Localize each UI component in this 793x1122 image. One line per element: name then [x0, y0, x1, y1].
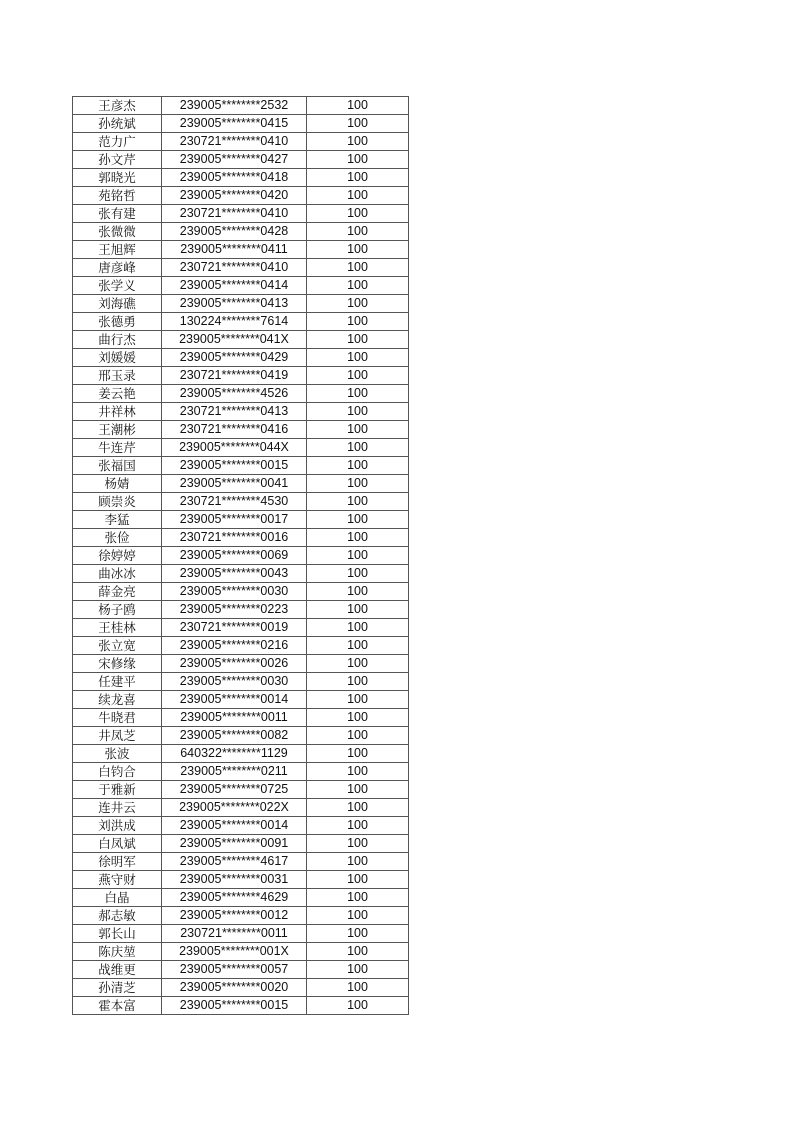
- id-number-cell: 239005********0043: [162, 565, 307, 583]
- name-cell: 曲行杰: [73, 331, 162, 349]
- score-cell: 100: [307, 97, 409, 115]
- table-row: [73, 403, 409, 421]
- id-number-cell: 239005********0011: [162, 709, 307, 727]
- name-cell: 邢玉录: [73, 367, 162, 385]
- name-cell: 曲冰冰: [73, 565, 162, 583]
- id-number-cell: 239005********0216: [162, 637, 307, 655]
- name-cell: 杨婧: [73, 475, 162, 493]
- name-cell: 苑铭哲: [73, 187, 162, 205]
- table-row: [73, 529, 409, 547]
- name-cell: 张立宽: [73, 637, 162, 655]
- score-cell: 100: [307, 817, 409, 835]
- score-cell: 100: [307, 187, 409, 205]
- name-cell: 张福国: [73, 457, 162, 475]
- id-number-cell: 239005********0082: [162, 727, 307, 745]
- score-cell: 100: [307, 385, 409, 403]
- table-row: [73, 169, 409, 187]
- score-cell: 100: [307, 313, 409, 331]
- name-cell: 杨子鸥: [73, 601, 162, 619]
- id-number-cell: 230721********4530: [162, 493, 307, 511]
- name-cell: 白凤斌: [73, 835, 162, 853]
- id-number-cell: 239005********0014: [162, 691, 307, 709]
- name-cell: 姜云艳: [73, 385, 162, 403]
- score-cell: 100: [307, 943, 409, 961]
- table-row: [73, 889, 409, 907]
- name-cell: 范力广: [73, 133, 162, 151]
- table-row: [73, 619, 409, 637]
- table-row: [73, 277, 409, 295]
- id-number-cell: 230721********0410: [162, 133, 307, 151]
- id-number-cell: 239005********0411: [162, 241, 307, 259]
- id-number-cell: 239005********0030: [162, 583, 307, 601]
- table-row: [73, 745, 409, 763]
- score-cell: 100: [307, 259, 409, 277]
- score-cell: 100: [307, 925, 409, 943]
- id-number-cell: 239005********0223: [162, 601, 307, 619]
- table-row: [73, 97, 409, 115]
- score-cell: 100: [307, 727, 409, 745]
- id-number-cell: 239005********0427: [162, 151, 307, 169]
- score-cell: 100: [307, 457, 409, 475]
- table-row: [73, 781, 409, 799]
- id-number-cell: 239005********0017: [162, 511, 307, 529]
- id-number-cell: 239005********0026: [162, 655, 307, 673]
- table-row: [73, 709, 409, 727]
- table-row: [73, 979, 409, 997]
- id-number-cell: 230721********0011: [162, 925, 307, 943]
- name-cell: 王桂林: [73, 619, 162, 637]
- score-cell: 100: [307, 835, 409, 853]
- name-cell: 顾崇炎: [73, 493, 162, 511]
- name-cell: 徐婷婷: [73, 547, 162, 565]
- score-cell: 100: [307, 673, 409, 691]
- score-cell: 100: [307, 907, 409, 925]
- table-row: [73, 511, 409, 529]
- table-row: [73, 133, 409, 151]
- name-cell: 郝志敏: [73, 907, 162, 925]
- table-row: [73, 583, 409, 601]
- name-cell: 井凤芝: [73, 727, 162, 745]
- score-cell: 100: [307, 403, 409, 421]
- score-cell: 100: [307, 889, 409, 907]
- score-cell: 100: [307, 637, 409, 655]
- name-cell: 陈庆堃: [73, 943, 162, 961]
- table-row: [73, 547, 409, 565]
- table-row: [73, 421, 409, 439]
- score-cell: 100: [307, 205, 409, 223]
- score-cell: 100: [307, 619, 409, 637]
- score-cell: 100: [307, 241, 409, 259]
- id-number-cell: 239005********001X: [162, 943, 307, 961]
- table-row: [73, 565, 409, 583]
- table-row: [73, 817, 409, 835]
- table-row: [73, 799, 409, 817]
- table-row: [73, 763, 409, 781]
- table-row: [73, 223, 409, 241]
- score-cell: 100: [307, 547, 409, 565]
- name-cell: 任建平: [73, 673, 162, 691]
- table-row: [73, 943, 409, 961]
- name-cell: 薛金亮: [73, 583, 162, 601]
- name-cell: 张德勇: [73, 313, 162, 331]
- score-cell: 100: [307, 511, 409, 529]
- table-row: [73, 871, 409, 889]
- name-cell: 宋修缘: [73, 655, 162, 673]
- table-row: [73, 259, 409, 277]
- score-cell: 100: [307, 475, 409, 493]
- id-number-cell: 239005********0020: [162, 979, 307, 997]
- name-cell: 战维更: [73, 961, 162, 979]
- table-row: [73, 241, 409, 259]
- score-cell: 100: [307, 709, 409, 727]
- name-cell: 刘媛媛: [73, 349, 162, 367]
- name-cell: 王彦杰: [73, 97, 162, 115]
- table-row: [73, 331, 409, 349]
- id-number-cell: 239005********0415: [162, 115, 307, 133]
- roster-table: [72, 96, 409, 1015]
- name-cell: 井祥林: [73, 403, 162, 421]
- name-cell: 王旭辉: [73, 241, 162, 259]
- score-cell: 100: [307, 529, 409, 547]
- name-cell: 刘海礁: [73, 295, 162, 313]
- score-cell: 100: [307, 961, 409, 979]
- score-cell: 100: [307, 151, 409, 169]
- table-row: [73, 295, 409, 313]
- table-row: [73, 961, 409, 979]
- id-number-cell: 239005********0420: [162, 187, 307, 205]
- score-cell: 100: [307, 493, 409, 511]
- id-number-cell: 239005********0413: [162, 295, 307, 313]
- name-cell: 刘洪成: [73, 817, 162, 835]
- id-number-cell: 239005********4526: [162, 385, 307, 403]
- score-cell: 100: [307, 871, 409, 889]
- name-cell: 于雅新: [73, 781, 162, 799]
- table-row: [73, 727, 409, 745]
- id-number-cell: 239005********0015: [162, 997, 307, 1015]
- roster-body: [73, 97, 409, 1015]
- name-cell: 李猛: [73, 511, 162, 529]
- table-row: [73, 349, 409, 367]
- table-row: [73, 385, 409, 403]
- score-cell: 100: [307, 133, 409, 151]
- id-number-cell: 239005********022X: [162, 799, 307, 817]
- id-number-cell: 239005********0057: [162, 961, 307, 979]
- table-row: [73, 205, 409, 223]
- id-number-cell: 239005********0015: [162, 457, 307, 475]
- score-cell: 100: [307, 691, 409, 709]
- id-number-cell: 239005********0041: [162, 475, 307, 493]
- id-number-cell: 239005********0418: [162, 169, 307, 187]
- table-row: [73, 457, 409, 475]
- name-cell: 张俭: [73, 529, 162, 547]
- id-number-cell: 230721********0410: [162, 259, 307, 277]
- id-number-cell: 239005********0725: [162, 781, 307, 799]
- name-cell: 唐彦峰: [73, 259, 162, 277]
- table-row: [73, 655, 409, 673]
- name-cell: 孙文芹: [73, 151, 162, 169]
- name-cell: 白晶: [73, 889, 162, 907]
- id-number-cell: 130224********7614: [162, 313, 307, 331]
- table-row: [73, 151, 409, 169]
- table-row: [73, 997, 409, 1015]
- score-cell: 100: [307, 655, 409, 673]
- score-cell: 100: [307, 583, 409, 601]
- table-row: [73, 187, 409, 205]
- name-cell: 孙清芝: [73, 979, 162, 997]
- name-cell: 续龙喜: [73, 691, 162, 709]
- table-row: [73, 673, 409, 691]
- score-cell: 100: [307, 565, 409, 583]
- score-cell: 100: [307, 979, 409, 997]
- name-cell: 牛连芹: [73, 439, 162, 457]
- name-cell: 郭晓光: [73, 169, 162, 187]
- name-cell: 张有建: [73, 205, 162, 223]
- score-cell: 100: [307, 763, 409, 781]
- score-cell: 100: [307, 745, 409, 763]
- name-cell: 张波: [73, 745, 162, 763]
- name-cell: 连井云: [73, 799, 162, 817]
- score-cell: 100: [307, 115, 409, 133]
- name-cell: 徐明军: [73, 853, 162, 871]
- name-cell: 燕守财: [73, 871, 162, 889]
- table-row: [73, 367, 409, 385]
- id-number-cell: 239005********0091: [162, 835, 307, 853]
- id-number-cell: 230721********0019: [162, 619, 307, 637]
- id-number-cell: 239005********0428: [162, 223, 307, 241]
- id-number-cell: 239005********2532: [162, 97, 307, 115]
- id-number-cell: 239005********0429: [162, 349, 307, 367]
- id-number-cell: 239005********0012: [162, 907, 307, 925]
- name-cell: 霍本富: [73, 997, 162, 1015]
- id-number-cell: 640322********1129: [162, 745, 307, 763]
- id-number-cell: 230721********0416: [162, 421, 307, 439]
- score-cell: 100: [307, 781, 409, 799]
- name-cell: 王潮彬: [73, 421, 162, 439]
- table-row: [73, 439, 409, 457]
- score-cell: 100: [307, 601, 409, 619]
- table-row: [73, 475, 409, 493]
- id-number-cell: 239005********0414: [162, 277, 307, 295]
- table-row: [73, 115, 409, 133]
- id-number-cell: 239005********0031: [162, 871, 307, 889]
- score-cell: 100: [307, 277, 409, 295]
- id-number-cell: 239005********4629: [162, 889, 307, 907]
- name-cell: 郭长山: [73, 925, 162, 943]
- name-cell: 白钧合: [73, 763, 162, 781]
- score-cell: 100: [307, 439, 409, 457]
- score-cell: 100: [307, 223, 409, 241]
- score-cell: 100: [307, 169, 409, 187]
- id-number-cell: 239005********4617: [162, 853, 307, 871]
- table-row: [73, 313, 409, 331]
- score-cell: 100: [307, 799, 409, 817]
- table-row: [73, 907, 409, 925]
- id-number-cell: 239005********0211: [162, 763, 307, 781]
- id-number-cell: 239005********0014: [162, 817, 307, 835]
- score-cell: 100: [307, 367, 409, 385]
- name-cell: 张微微: [73, 223, 162, 241]
- name-cell: 张学义: [73, 277, 162, 295]
- id-number-cell: 230721********0419: [162, 367, 307, 385]
- name-cell: 牛晓君: [73, 709, 162, 727]
- id-number-cell: 239005********044X: [162, 439, 307, 457]
- id-number-cell: 239005********0069: [162, 547, 307, 565]
- table-row: [73, 691, 409, 709]
- name-cell: 孙统斌: [73, 115, 162, 133]
- table-row: [73, 853, 409, 871]
- score-cell: 100: [307, 349, 409, 367]
- id-number-cell: 239005********041X: [162, 331, 307, 349]
- score-cell: 100: [307, 331, 409, 349]
- score-cell: 100: [307, 997, 409, 1015]
- table-row: [73, 637, 409, 655]
- id-number-cell: 239005********0030: [162, 673, 307, 691]
- table-row: [73, 925, 409, 943]
- id-number-cell: 230721********0413: [162, 403, 307, 421]
- table-row: [73, 493, 409, 511]
- score-cell: 100: [307, 295, 409, 313]
- score-cell: 100: [307, 853, 409, 871]
- table-row: [73, 835, 409, 853]
- id-number-cell: 230721********0410: [162, 205, 307, 223]
- id-number-cell: 230721********0016: [162, 529, 307, 547]
- score-cell: 100: [307, 421, 409, 439]
- table-row: [73, 601, 409, 619]
